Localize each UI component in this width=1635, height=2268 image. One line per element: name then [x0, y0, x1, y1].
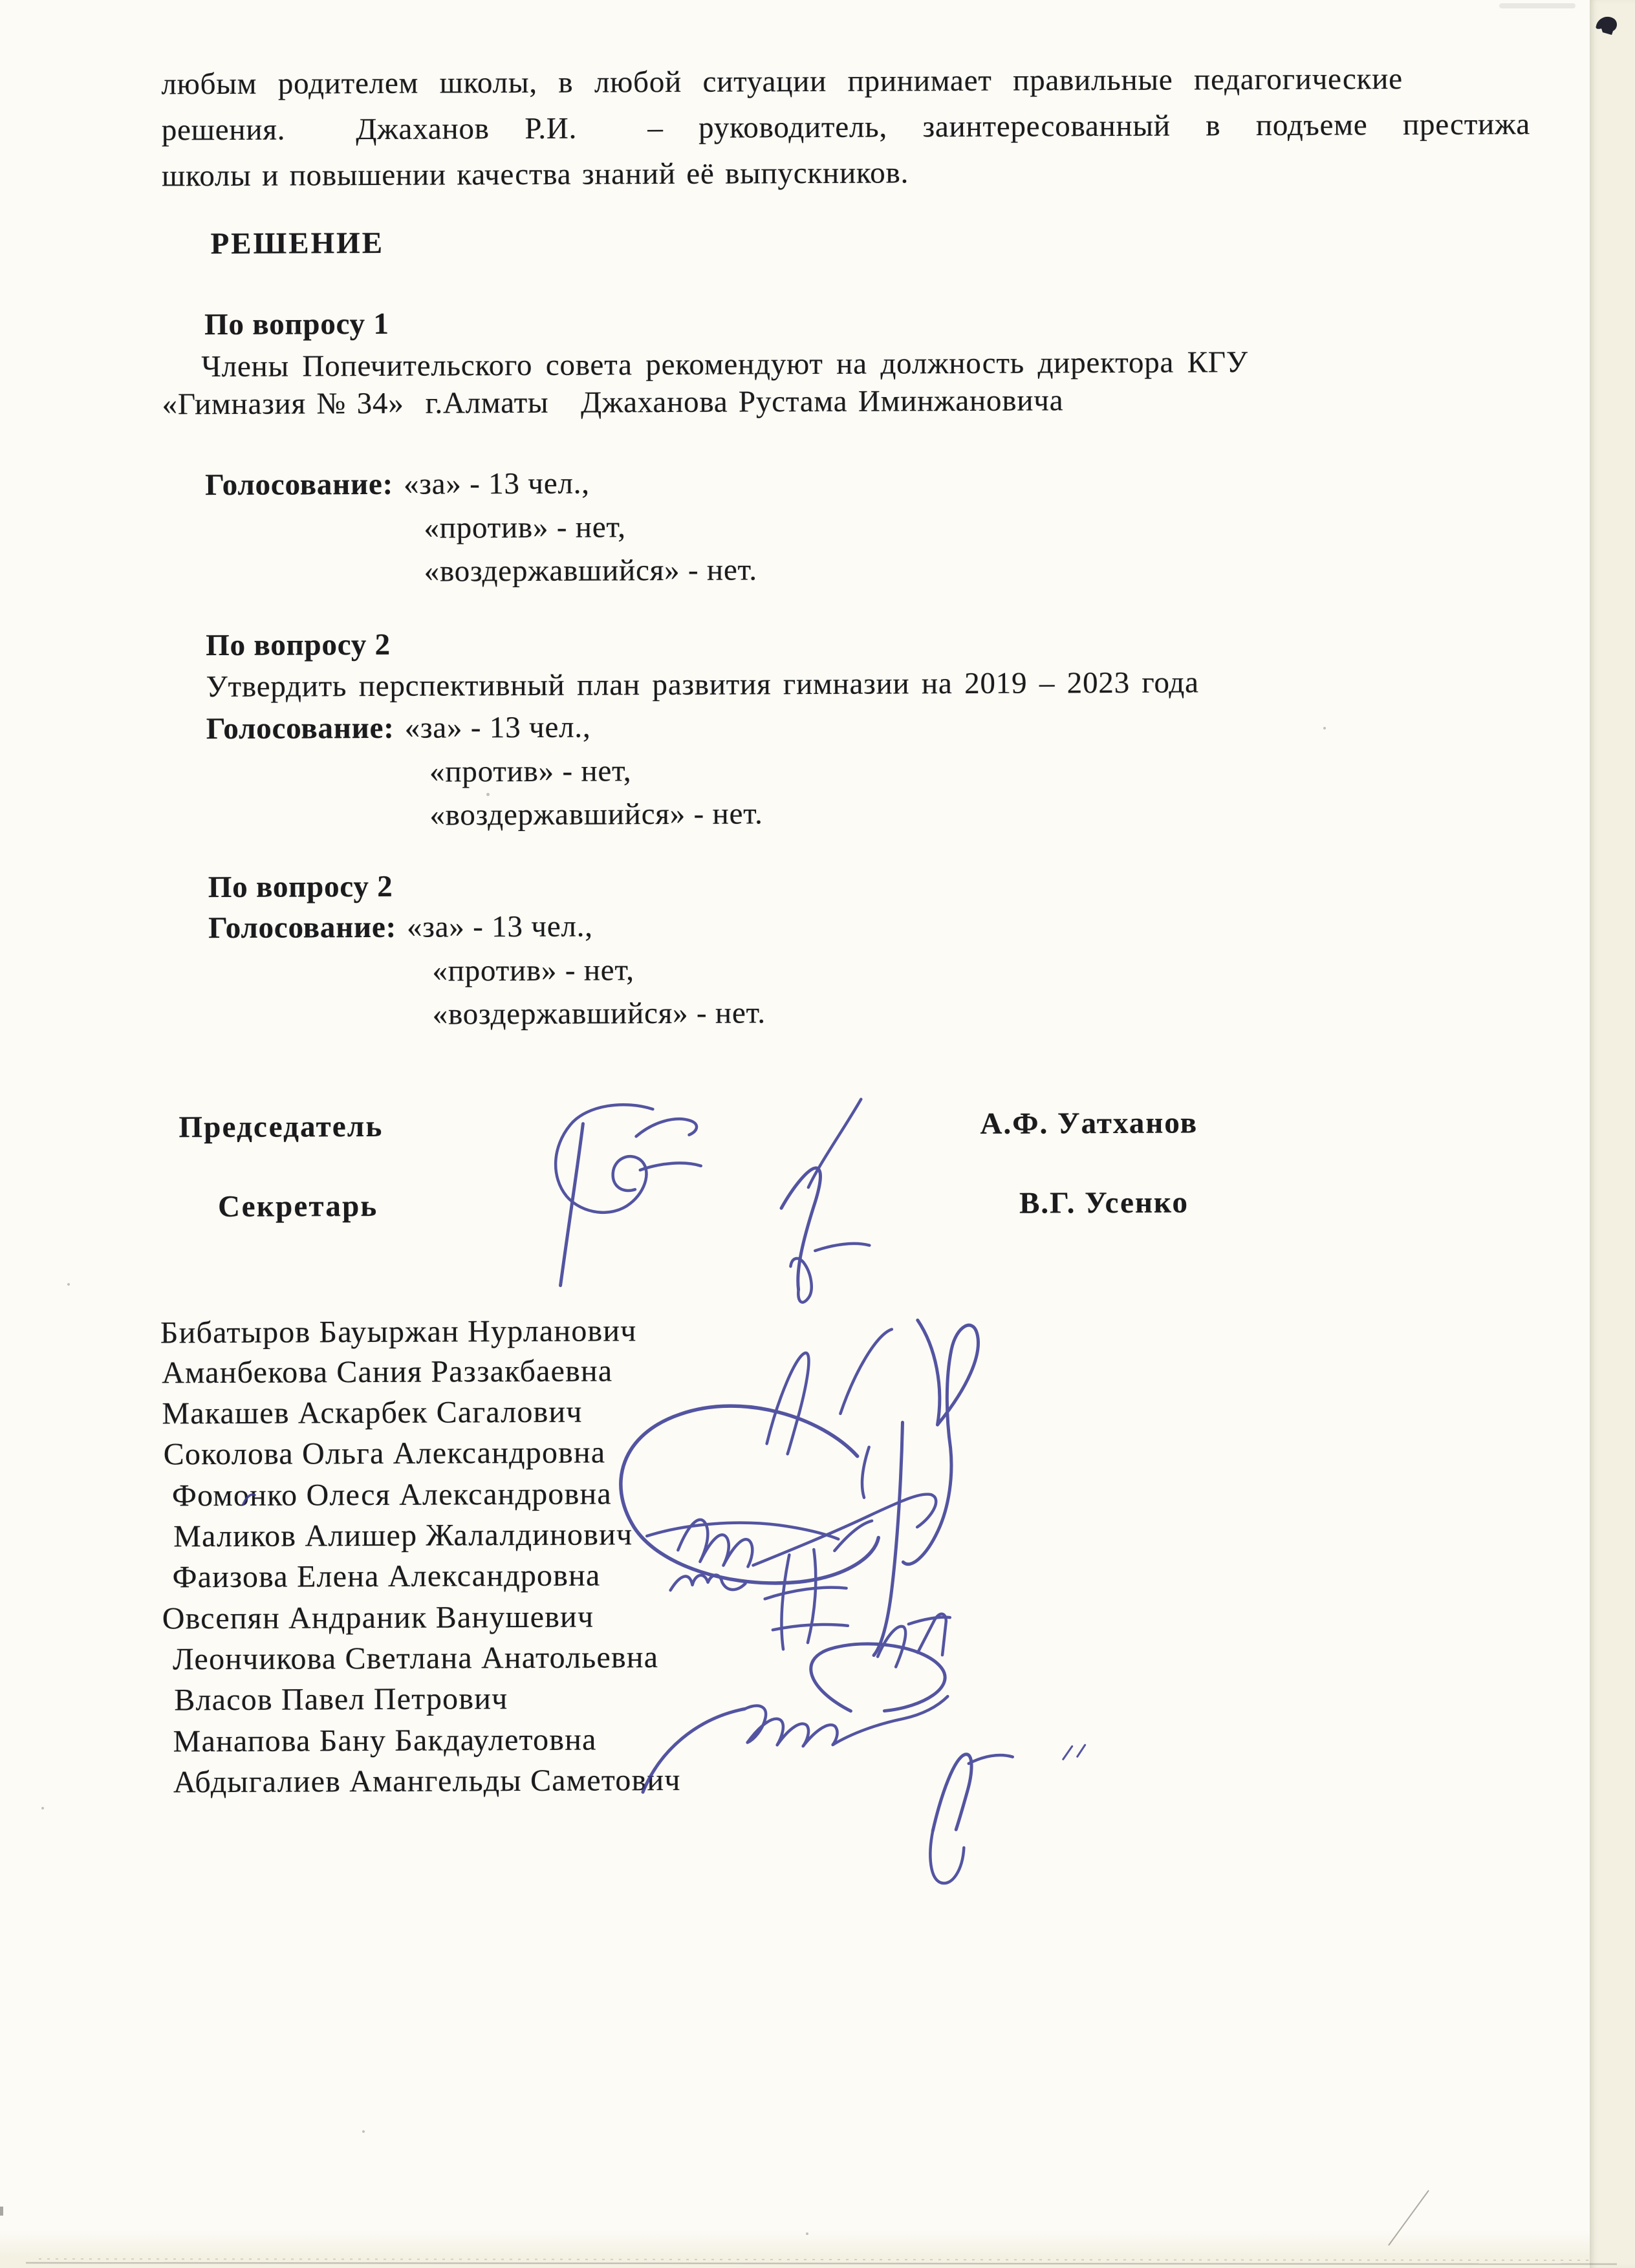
question-3-vote-abstain: «воздержавшийся» - нет. [432, 996, 766, 1031]
council-member-name: Абдыгалиев Амангельды Саметович [173, 1762, 681, 1800]
vote-label: Голосование: [206, 711, 395, 746]
question-2-vote-abstain: «воздержавшийся» - нет. [429, 797, 763, 832]
council-member-name: Макашев Аскарбек Сагалович [162, 1394, 583, 1431]
signature-council-cluster [620, 1319, 1086, 1885]
secretary-name: В.Г. Усенко [1019, 1185, 1189, 1220]
council-member-name: Власов Павел Петрович [174, 1681, 508, 1718]
intro-line-3: школы и повышении качества знаний её выпускников. [161, 156, 909, 193]
question-1-vote-line [205, 466, 590, 502]
vote-for: «за» - 13 чел., [403, 466, 590, 501]
council-member-name: Манапова Бану Бакдаулетовна [173, 1722, 597, 1759]
signature-secretary [781, 1099, 869, 1302]
question-2-heading: По вопросу 2 [206, 627, 391, 663]
question-1-body-line-2: «Гимназия № 34» г.Алматы Джаханова Рустама Иминжановича [162, 383, 1064, 422]
question-2-body: Утвердить перспективный план развития гимназии на 2019 – 2023 года [206, 665, 1199, 704]
question-3-heading: По вопросу 2 [208, 869, 393, 905]
council-member-name: Овсепян Андраник Ванушевич [162, 1599, 594, 1636]
secretary-role-label: Секретарь [217, 1189, 378, 1224]
chairman-name: А.Ф. Уатханов [980, 1106, 1198, 1141]
question-1-vote-abstain: «воздержавшийся» - нет. [424, 553, 758, 589]
council-member-name: Фомонко Олеся Александровна [171, 1476, 612, 1513]
signature-chairman [556, 1105, 702, 1286]
question-3-vote-line [208, 909, 593, 945]
intro-line-2: решения. Джаханов Р.И. – руководитель, заинтересованный в подъеме престижа [161, 107, 1531, 147]
vote-for: «за» - 13 чел., [404, 710, 591, 745]
council-member-name: Аманбекова Сания Раззакбаевна [162, 1354, 613, 1390]
vote-for: «за» - 13 чел., [406, 909, 593, 944]
question-1-heading: По вопросу 1 [204, 307, 389, 342]
chairman-role-label: Председатель [179, 1109, 384, 1145]
council-member-name: Фаизова Елена Александровна [172, 1558, 601, 1595]
resolution-heading: РЕШЕНИЕ [210, 226, 385, 261]
vote-label: Голосование: [205, 467, 394, 502]
vote-label: Голосование: [208, 910, 397, 945]
question-1-body-line-1: Члены Попечительского совета рекомендуют на должность директора КГУ [201, 345, 1249, 384]
council-member-name: Соколова Ольга Александровна [163, 1435, 606, 1472]
council-member-name: Маликов Алишер Жалалдинович [173, 1517, 633, 1554]
council-member-name: Бибатыров Бауыржан Нурланович [160, 1313, 637, 1350]
question-3-vote-against: «против» - нет, [432, 953, 634, 988]
edge-tick-artifact [0, 2207, 3, 2216]
question-2-vote-line [206, 710, 591, 746]
question-2-vote-against: «против» - нет, [429, 754, 632, 789]
council-member-name: Леончикова Светлана Анатольевна [172, 1640, 659, 1677]
question-1-vote-against: «против» - нет, [424, 510, 626, 545]
intro-line-1: любым родителем школы, в любой ситуации принимает правильные педагогические [161, 62, 1403, 102]
